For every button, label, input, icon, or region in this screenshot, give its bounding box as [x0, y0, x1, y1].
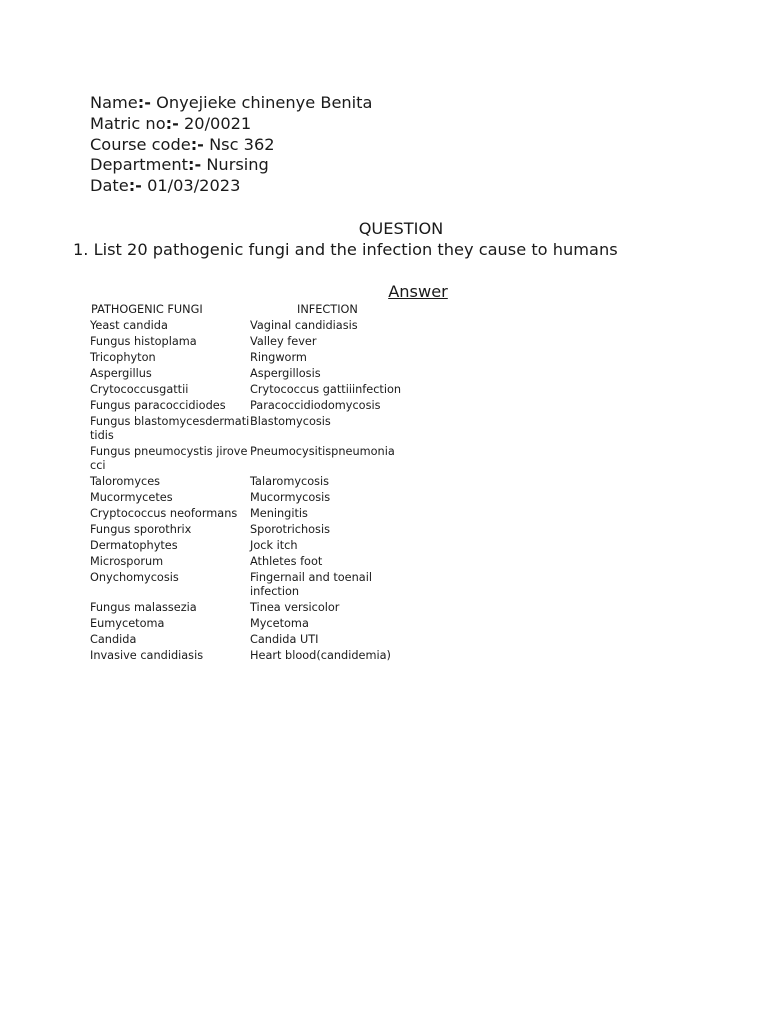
field-separator: :- — [187, 155, 202, 175]
fungus-cell: Dermatophytes — [90, 539, 178, 552]
field-label: Course code — [90, 134, 191, 154]
infection-cell: Jock itch — [250, 539, 298, 552]
infection-cell: Heart blood(candidemia) — [250, 649, 391, 662]
department-line — [90, 155, 372, 176]
fungus-cell: Fungus histoplama — [90, 335, 197, 348]
fungus-cell: Yeast candida — [90, 319, 168, 332]
field-label: Date — [90, 176, 129, 196]
fungus-cell: Fungus paracoccidiodes — [90, 399, 226, 412]
infection-cell: Crytococcus gattiiinfection — [250, 383, 402, 396]
infection-cell: Sporotrichosis — [250, 523, 330, 536]
field-label: Department — [90, 155, 188, 175]
table-row — [90, 490, 411, 506]
field-separator: :- — [137, 93, 151, 112]
infection-cell: Mycetoma — [250, 617, 309, 630]
fungus-cell: Fungus blastomycesdermatitidis — [90, 415, 250, 442]
field-label: Matric no — [90, 113, 166, 133]
fungus-cell: Crytococcusgattii — [90, 383, 189, 396]
table-row — [90, 600, 411, 616]
table-row — [90, 318, 411, 334]
table-row — [90, 554, 411, 570]
table-row — [90, 648, 411, 664]
table-header-row — [90, 302, 411, 318]
infection-cell: Tinea versicolor — [250, 601, 340, 614]
column-header-infection: INFECTION — [297, 303, 358, 316]
fungus-cell: Aspergillus — [90, 367, 152, 380]
infection-cell: Mucormycosis — [250, 491, 331, 504]
table-row — [90, 538, 411, 554]
infection-cell: Paracoccidiodomycosis — [250, 399, 381, 412]
table-row — [90, 570, 411, 600]
field-separator: :- — [165, 113, 179, 133]
fungus-cell: Eumycetoma — [90, 617, 165, 630]
infection-cell: Vaginal candidiasis — [250, 319, 358, 332]
infection-cell: Valley fever — [250, 335, 317, 348]
fungus-cell: Candida — [90, 633, 137, 646]
matric-line — [90, 114, 372, 135]
answer-heading: Answer — [388, 282, 448, 301]
infection-cell: Candida UTI — [250, 633, 319, 646]
fungus-cell: Onychomycosis — [90, 571, 179, 584]
column-header-fungi: PATHOGENIC FUNGI — [91, 303, 203, 316]
table-row — [90, 506, 411, 522]
infection-cell: Ringworm — [250, 351, 307, 364]
table-row — [90, 616, 411, 632]
table-row — [90, 632, 411, 648]
fungus-cell: Cryptococcus neoformans — [90, 507, 238, 520]
date-line — [90, 176, 372, 197]
fungus-cell: Tricophyton — [90, 351, 156, 364]
field-value: 20/0021 — [183, 113, 252, 133]
fungi-table — [90, 302, 411, 664]
name-line — [90, 93, 372, 114]
fungus-cell: Taloromyces — [90, 475, 161, 488]
fungus-cell: Fungus sporothrix — [90, 523, 192, 536]
infection-cell: Meningitis — [250, 507, 308, 520]
question-text: 1. List 20 pathogenic fungi and the infection they cause to humans — [73, 240, 618, 259]
field-value: 01/03/2023 — [147, 176, 241, 196]
fungus-cell: Fungus pneumocystis jirovecci — [90, 445, 248, 472]
course-code-line — [90, 135, 372, 156]
fungus-cell: Fungus malassezia — [90, 601, 197, 614]
table-row — [90, 522, 411, 538]
field-separator: :- — [190, 134, 204, 154]
infection-cell: Talaromycosis — [250, 475, 330, 488]
question-heading: QUESTION — [358, 219, 444, 238]
infection-cell: Blastomycosis — [250, 415, 331, 428]
table-row — [90, 350, 411, 366]
field-value: Nursing — [206, 155, 269, 175]
table-row — [90, 414, 411, 444]
table-row — [90, 334, 411, 350]
fungus-cell: Microsporum — [90, 555, 164, 568]
infection-cell: Fingernail and toenail infection — [250, 571, 372, 598]
fungus-cell: Mucormycetes — [90, 491, 173, 504]
field-value: Onyejieke chinenye Benita — [156, 93, 373, 112]
student-info — [90, 93, 372, 197]
field-value: Nsc 362 — [209, 134, 275, 154]
field-label: Name — [90, 93, 138, 112]
table-row — [90, 382, 411, 398]
infection-cell: Aspergillosis — [250, 367, 321, 380]
fungus-cell: Invasive candidiasis — [90, 649, 204, 662]
table-body — [90, 318, 411, 664]
infection-cell: Athletes foot — [250, 555, 323, 568]
infection-cell: Pneumocysitispneumonia — [250, 445, 395, 458]
field-separator: :- — [128, 176, 142, 196]
table-row — [90, 398, 411, 414]
table-row — [90, 366, 411, 382]
table-row — [90, 474, 411, 490]
table-row — [90, 444, 411, 474]
